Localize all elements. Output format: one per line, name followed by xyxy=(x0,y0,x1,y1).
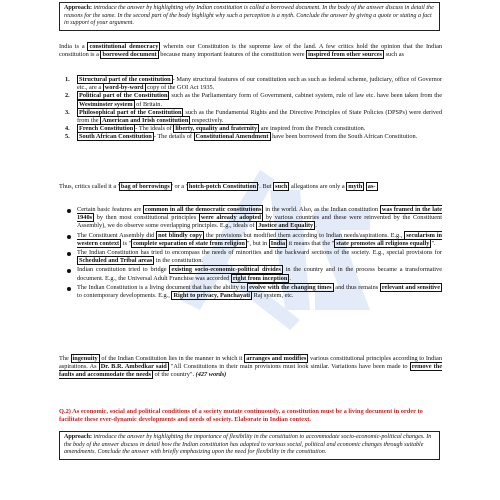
text: such as xyxy=(384,51,404,59)
keyword-highlight: Philosophical part of the Constitution xyxy=(79,108,182,116)
text: copy of the GOI Act 1935. xyxy=(145,84,215,92)
item-number: 1. xyxy=(65,76,70,83)
text: are inspired from the French constitution. xyxy=(259,125,366,133)
keyword-highlight: borrowed document xyxy=(102,51,157,59)
question-heading: Q.2) As economic, social and political conditions of a society mutate continuously, a constitution must be a living document in order to facilitate these ever-dynamic developments and needs of society. Elaborate in Indian context. xyxy=(59,408,423,424)
keyword-highlight: French Constitution xyxy=(79,125,134,133)
counter-points-list xyxy=(59,206,442,301)
text: have been borrowed from the South African Constitution. xyxy=(270,133,418,141)
text: '. But xyxy=(258,183,274,190)
text: . xyxy=(315,222,317,230)
text: of the Indian Constitution lies in the manner in which it xyxy=(99,355,245,362)
list-item xyxy=(59,92,442,108)
keyword-highlight: hotch-potch Constitution xyxy=(188,183,257,190)
approach-label: Approach: xyxy=(64,5,92,11)
item-number: 2. xyxy=(65,92,70,100)
sources-list xyxy=(59,76,442,142)
text: the provisions but modified them according to Indian needs/aspirations. E.g., xyxy=(204,231,405,239)
text: The Indian Constitution has tried to encompass the needs of minorities and the backward sections of the society. E.g., special provisions for xyxy=(77,249,442,257)
keyword-highlight: South African Constitution xyxy=(79,133,152,141)
myth-paragraph xyxy=(59,183,442,191)
text: . xyxy=(289,274,291,282)
list-item xyxy=(59,249,442,265)
keyword-highlight: such xyxy=(275,183,288,190)
item-number: 5. xyxy=(65,133,70,141)
text: such as the Fundamental Rights and the Directive Principles of State Policies (DPSPs) were derived from the xyxy=(77,108,442,125)
keyword-highlight: constitutional democracy xyxy=(89,43,159,50)
text: - Many structural features of our constitution such as such as federal scheme, judiciary, office of Governor etc., are a xyxy=(77,76,442,92)
text: of Britain. xyxy=(134,100,163,108)
keyword-highlight: bag of borrowings xyxy=(120,183,170,190)
text: and thus remains xyxy=(333,283,380,291)
keyword-highlight: Constitutional Amendment xyxy=(195,133,269,141)
keyword-highlight: secularism in western context xyxy=(77,231,442,247)
text: in the country and in the process became a transformative document. E.g., the Universal Adult Franchise was accorded xyxy=(77,266,443,282)
keyword-highlight: as- xyxy=(367,183,376,190)
keyword-highlight: Structural part of the constitution xyxy=(79,76,171,83)
approach-box xyxy=(59,2,440,31)
text: - The ideals of xyxy=(135,125,174,133)
text: such as the Parliamentary form of Government, cabinet system, rule of law etc. have been taken from the xyxy=(169,92,442,100)
approach-text: introduce the answer by highlighting the importance of flexibility in the constitution to accommodate socio-economic-political changes. In the body of the answer discuss in detail how the Indian constitution has adapted to various social, political and economic changes through suitable amendments. Conclude the answer with briefly emphasizing upon the need for flexibility in the constitution. xyxy=(64,434,432,456)
keyword-highlight: India xyxy=(270,239,286,247)
text: India is a xyxy=(59,43,88,50)
keyword-highlight: word-by-word xyxy=(104,84,144,92)
text: Thus, critics called it a ' xyxy=(59,183,119,190)
text: because many important features of the constitution were xyxy=(158,51,307,59)
text: by various countries and these were reinvented by the Constituent Assembly), we do observe some overlapping principles. E.g., ideals of xyxy=(77,214,442,230)
keyword-highlight: state promotes all religions equally xyxy=(336,239,430,247)
keyword-highlight: evolve with the changing times xyxy=(249,283,332,291)
list-item xyxy=(59,206,442,231)
text: - The details of xyxy=(153,133,194,141)
keyword-highlight: remove the faults and accommodate the needs xyxy=(59,363,443,379)
list-item xyxy=(59,232,442,248)
approach-box-2 xyxy=(59,431,440,460)
list-item xyxy=(59,284,442,300)
text: ", but in xyxy=(246,239,269,247)
text: in the constitution. xyxy=(154,257,203,265)
text: of the country". xyxy=(153,371,195,379)
intro-paragraph xyxy=(59,43,442,59)
text: allegations are only a xyxy=(289,183,347,190)
bullet-icon xyxy=(67,209,71,213)
bullet-icon xyxy=(67,235,71,239)
item-number: 4. xyxy=(65,125,70,133)
text: respectively. xyxy=(190,117,224,125)
text: it means that the " xyxy=(287,239,335,247)
text: Certain basic features are xyxy=(77,206,144,213)
text: ' or a ' xyxy=(171,183,187,190)
keyword-highlight: Justice and Equality xyxy=(258,222,314,230)
keyword-highlight: arranges and modifies xyxy=(246,355,307,362)
conclusion-paragraph xyxy=(59,355,442,380)
list-item xyxy=(59,266,442,282)
text: ". xyxy=(431,239,436,247)
keyword-highlight: was framed in the late 1940s xyxy=(77,206,442,222)
keyword-highlight: existing socio-economic-political divides xyxy=(171,266,281,274)
approach-text: introduce the answer by highlighting why Indian constitution is called a borrowed document. In the body of the answer discuss in detail the reasons for the same. In the second part of the body highlight why such a perception is a myth. Conclude the answer by giving a quote or stating a fact in support of your argument. xyxy=(64,5,434,27)
keyword-highlight: were already adopted xyxy=(200,214,262,222)
text: wherein our Constitution is the supreme law of the land. A few critics hold the opinion that the Indian constitution is a xyxy=(59,43,443,59)
keyword-highlight: common in all the democratic constitutions xyxy=(145,206,262,213)
keyword-highlight: Westminster system xyxy=(79,100,133,108)
text: by then most constitutional principles xyxy=(94,214,199,222)
list-item xyxy=(59,109,442,125)
keyword-highlight: Right to privacy, Panchayati xyxy=(173,292,251,300)
keyword-highlight: myth xyxy=(348,183,363,190)
bullet-icon xyxy=(67,252,71,256)
keyword-highlight: right from inception xyxy=(232,274,288,282)
text: Indian constitution tried to bridge xyxy=(77,266,170,274)
text: various constitutional principles according to Indian aspirations. As xyxy=(59,355,442,371)
keyword-highlight: liberty, equality and fraternity xyxy=(175,125,258,133)
text: is " xyxy=(121,239,132,247)
word-count: (427 words) xyxy=(195,371,227,379)
keyword-highlight: Scheduled and Tribal areas xyxy=(79,257,153,265)
keyword-highlight: Political part of the Constitution xyxy=(79,92,168,100)
keyword-highlight: complete separation of state from religion xyxy=(133,239,245,247)
keyword-highlight: not blindly copy xyxy=(158,231,203,239)
keyword-highlight: inspired from other sources xyxy=(308,51,383,59)
text: Raj system, etc. xyxy=(252,292,294,300)
keyword-highlight: ingenuity xyxy=(72,355,98,362)
keyword-highlight: relevant and sensitive xyxy=(381,283,440,291)
bullet-icon xyxy=(67,269,71,273)
list-item xyxy=(59,133,442,141)
approach-label: Approach: xyxy=(64,434,92,440)
bullet-icon xyxy=(67,287,71,291)
text: The xyxy=(59,355,71,362)
text: in the world. Also, as the Indian constitution xyxy=(263,206,380,213)
text: to contemporary developments. E.g., xyxy=(77,292,172,300)
keyword-highlight: Dr. B.R. Ambedkar said xyxy=(100,363,167,371)
keyword-highlight: American and Irish constitution xyxy=(102,117,189,125)
text: The Indian Constitution is a living document that has the ability to xyxy=(77,283,248,291)
list-item xyxy=(59,76,442,92)
text: "All Constitutions in their main provisions must look similar. Variations have been made to xyxy=(168,363,410,371)
text: The Constituent Assembly did xyxy=(77,231,157,239)
item-number: 3. xyxy=(65,108,70,116)
